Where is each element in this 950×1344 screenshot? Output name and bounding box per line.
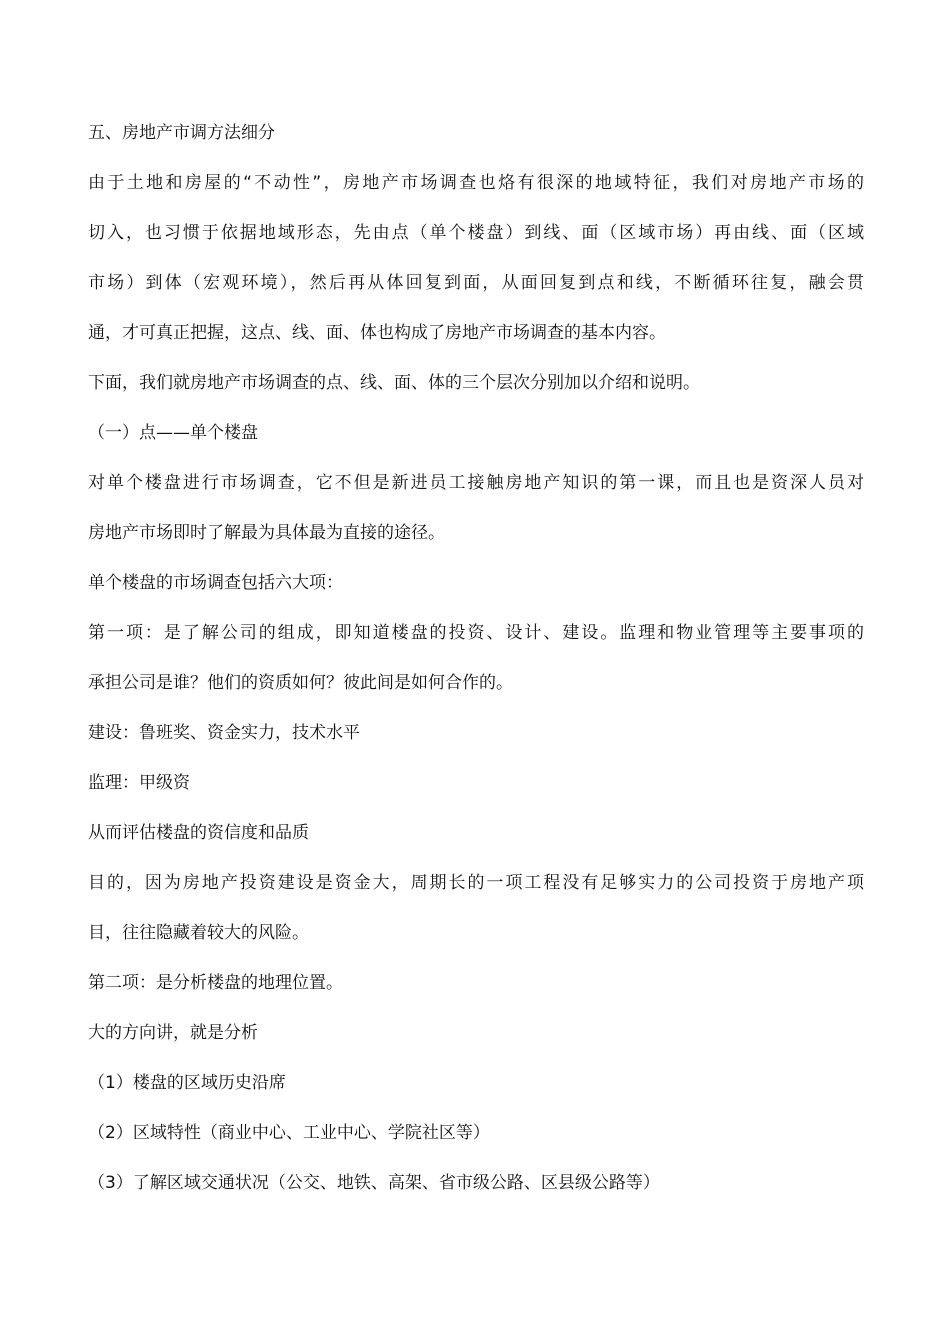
paragraph-line: 目，往往隐藏着较大的风险。 bbox=[88, 923, 309, 943]
paragraph-line: 单个楼盘的市场调查包括六大项： bbox=[88, 573, 343, 593]
paragraph-line: 切入，也习惯于依据地域形态，先由点（单个楼盘）到线、面（区域市场）再由线、面（区域 bbox=[88, 223, 864, 243]
list-item: （2）区域特性（商业中心、工业中心、学院社区等） bbox=[88, 1123, 490, 1143]
paragraph-line: 由于土地和房屋的“不动性”，房地产市场调查也烙有很深的地域特征，我们对房地产市场的 bbox=[88, 173, 864, 193]
list-item: （3）了解区域交通状况（公交、地铁、高架、省市级公路、区县级公路等） bbox=[88, 1173, 660, 1193]
paragraph-line: 承担公司是谁？他们的资质如何？彼此间是如何合作的。 bbox=[88, 673, 513, 693]
paragraph-line: 下面，我们就房地产市场调查的点、线、面、体的三个层次分别加以介绍和说明。 bbox=[88, 373, 700, 393]
paragraph-line: 从而评估楼盘的资信度和品质 bbox=[88, 823, 309, 843]
paragraph-line: 第一项：是了解公司的组成，即知道楼盘的投资、设计、建设。监理和物业管理等主要事项的 bbox=[88, 623, 864, 643]
paragraph-line: 监理：甲级资 bbox=[88, 773, 190, 793]
paragraph-line: 对单个楼盘进行市场调查，它不但是新进员工接触房地产知识的第一课，而且也是资深人员对 bbox=[88, 473, 864, 493]
paragraph-line: 目的，因为房地产投资建设是资金大，周期长的一项工程没有足够实力的公司投资于房地产项 bbox=[88, 873, 864, 893]
paragraph-line: 大的方向讲，就是分析 bbox=[88, 1023, 258, 1043]
section-heading: 五、房地产市调方法细分 bbox=[88, 123, 275, 143]
paragraph-line: 第二项：是分析楼盘的地理位置。 bbox=[88, 973, 343, 993]
paragraph-line: 通，才可真正把握，这点、线、面、体也构成了房地产市场调查的基本内容。 bbox=[88, 323, 666, 343]
paragraph-line: 房地产市场即时了解最为具体最为直接的途径。 bbox=[88, 523, 445, 543]
list-item: （1）楼盘的区域历史沿席 bbox=[88, 1073, 286, 1093]
paragraph-line: 建设：鲁班奖、资金实力，技术水平 bbox=[88, 723, 360, 743]
document-body bbox=[88, 118, 864, 1218]
subsection-heading: （一）点——单个楼盘 bbox=[88, 423, 258, 443]
paragraph-line: 市场）到体（宏观环境），然后再从体回复到面，从面回复到点和线，不断循环往复，融会贯 bbox=[88, 273, 864, 293]
